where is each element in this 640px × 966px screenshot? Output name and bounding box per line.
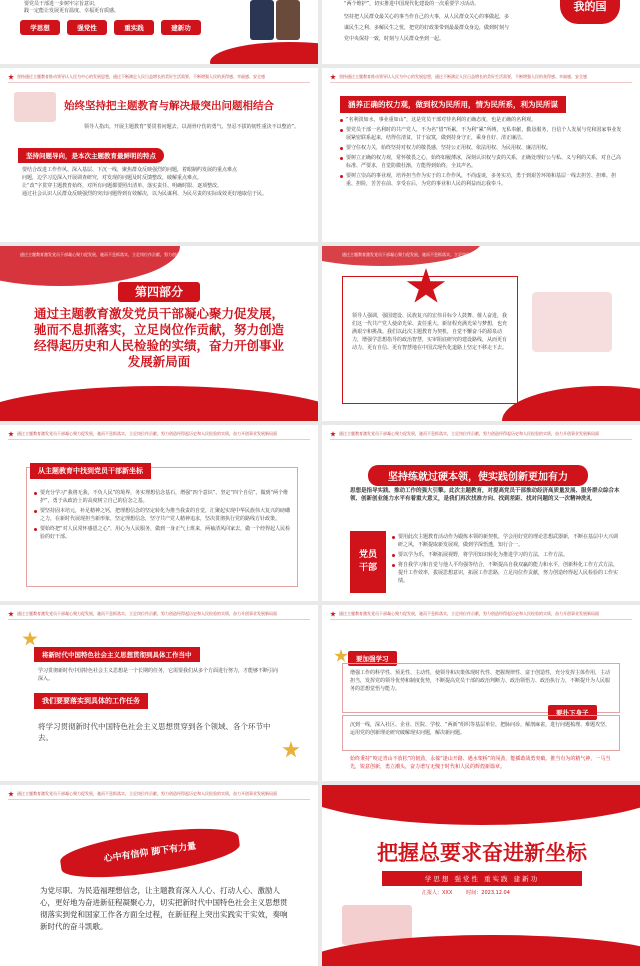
list-item: 要以学为乐，不断拓展视野，将学用知识转化为推进学习的方法，工作方法。 [392,551,622,559]
red-wave-top [322,785,640,825]
slide-9[interactable] [0,605,318,781]
slide-4-header [330,74,632,83]
cover-subtitle: 学思想 强党性 重实践 建新功 [382,871,582,886]
star-icon [8,611,14,617]
list-item: 将自我学习和自觉与他人平均强等结合，不断提高自我双赢的能力和水平，创新科化工作方式方法，提升工作效率，拔展思想意识，拓展工作思路，立足岗位作贡献，努力创造经得起人民检验的工作实绩。 [392,561,622,585]
slide-11-header [8,791,310,800]
list-item: 要用此次主题教育活动作为锻炼本领的新契机，学会用好党的理论思想武器新，不断在基层中大兴调研之风，不断提取新发展观，做到学深悟透，知行合一。 [392,533,622,549]
tiananmen-icon [14,92,56,122]
body-line: 让“改”字贯穿主题教育始终，对所有问题都要照出清单、落实责任、明确时限、逐项整改。 [22,183,223,189]
belief-banner: 心中有信仰 脚下有力量 [58,821,242,886]
slide-8[interactable] [322,425,640,601]
slide-3-quote: 领导人指出，开展主题教育“要贯着问题去，以刮骨疗伤的勇气、坚忍不拔的韧性重決不以整治”。 [84,124,300,130]
slide-3-body [22,166,302,198]
date-label: 时间：2023.12.04 [466,890,510,896]
slide-2-text-1: “两个维护”，切实推进中国现代化建设的一次重要学习活动。 [344,1,480,7]
section-text: 通过主题教育激发党员干部凝心聚力促发展，驰而不息抓落实，立足岗位作贡献，努力创造经得起历史和人民检验的实绩，奋力开创事业发展新局面 [33,306,284,369]
cadre-label-1: 党员 [358,550,377,560]
body-line: 通过社会认识人民群众反映强烈的突出问题得到有效解决，以为民谋利、为民尽责的实际成效更好地取信于民。 [22,191,268,197]
gold-star-icon [334,649,348,663]
slide-3-title: 始终坚持把主题教育与解决最突出问题相结合 [64,100,274,112]
slide-8-list [392,533,622,587]
slide-8-header-text: 通过主题教育激发党员干部凝心聚力促发展，驰而不息抓落实，立足岗位作贡献，努力创造经得起历史和人民检验的实绩，奋力开创事业发展新局面 [339,431,599,436]
body-line: 问题，边学习边深入开展调查研究，对发现的问题及时反馈整改，破解重点难点。 [22,175,203,181]
slide-9-title: 将新时代中国特色社会主义思想贯彻到具体工作当中 [34,647,200,662]
slide-8-top-text: 思想是指导实践、推动工作的强大引擎。此次主题教育，对提高党员干部推动经济高质量发展、服务群众综合本领、创新创业能力水平有着重大意义，是我们再次找准方向、找到差距、找对问题的又一次精神洗礼 [350,488,620,502]
slide-6-text: 领导人强调，强国建设、民族复兴的宏伟目标令人鼓舞、催人奋进，我们这一代共产党人使命光荣、责任重大。新征程充满光荣与梦想，也充满艰辛和挑战。我们以此次主题教育为契机，自觉不懈奋斗的源泉动力，增强学思想指导的政治智慧，实审阻底研究的建设路线，从而更有动力、更有自信、更有智慧地在中国式现代化道路上坚定不移走下去。 [352,313,508,351]
slide-5-header [20,252,310,261]
slide-4-title: 涵养正确的权力观，做到权为民所用，情为民所系，利为民所谋 [340,96,566,113]
section-heading: 第四部分 [118,282,200,302]
slide-6[interactable] [322,246,640,421]
slide-2[interactable] [322,0,640,64]
slide-10-header-text: 通过主题教育激发党员干部凝心聚力促发展，驰而不息抓落实，立足岗位作贡献，努力创造经得起历史和人民检验的实绩，奋力开创事业发展新局面 [339,611,599,616]
slide-3[interactable] [0,68,318,242]
slide-7[interactable] [0,425,318,601]
red-wave-bottom [0,386,318,421]
slide-6-header [342,252,632,261]
slide-9-text-1: 学习贯彻新时代中国特色社会主义思想是一个长期的任务，它需要我们从多个方面进行努力，才能够不断引向深入。 [38,668,279,682]
great-wall-image [532,292,612,352]
slide-11[interactable] [0,785,318,966]
slide-10-header [330,611,632,620]
slide-3-header [8,74,310,83]
list-item: 要始终把“对人民常怀感恩之心”，用心为人民服务，做到一身正气上班来，两袖清风回家去，做一个经得起人民检验的好干部。 [34,525,292,541]
star-icon [8,431,14,437]
slide-4-list [340,116,625,190]
slide-11-text: 为党尽职、为民造福理想信念，让主题教育深入人心、打动人心、激励人心，更好地为奋进新征程凝聚心力，切实把新时代中国特色社会主义思想贯彻落实到党和国家工作各方面全过程，在新征程上突出实践实干实效，奏响新时代的奋斗凯歌。 [40,886,288,931]
slide-6-header-text: 通过主题教育激发党员干部凝心聚力促发展，驰而不息抓落实，立足岗位作贡献，努力创造经得起历史和人民检验的实绩，奋力开创事业发展新局面 [342,252,602,257]
tag-party: 强党性 [67,20,107,35]
slide-7-header [8,431,310,440]
cadre-label-2: 干部 [358,563,377,573]
list-item: 要坚持固本培元，补足精神之钙，把理想信念的坚定转化为推当我责的自觉，汇聚起实现中华民族伟大复兴的磅礴之力，在新时代展现担当新形象，坚定理想信念，坚守共产党人精神追求，坚决贯彻执行党的路线方针政策。 [34,507,292,523]
body-line: 要结合改进工作作风、深入基层、下沉一线，聚焦群众反映强烈的问题，着眼制约发展的重点难点 [22,167,238,173]
slide-1-text-2: 践一定能让发展更有温度、幸福更有质感。 [24,8,120,14]
slide-1[interactable] [0,0,318,64]
slide-3-header-text: 坚持通过主题教育推动领导认人民为中心的发展思想，通过不断满足人民日益增长的美好生活需要，不断增强人民的获得感、幸福感、安全感 [17,74,265,79]
slide-10-text-2: 沉到一线，深入社区、企业、医院、学校、“两新”组织等基层单位，把脉问诊，解剖麻雀，进行问题梳理、难题攻坚，运用党的创新理论研究破解现实问题，解决新问题。 [350,722,611,736]
tag-learn: 学思想 [20,20,60,35]
slide-1-text-1: 要党员干部进一步树牢宗旨意识， [24,1,100,7]
slide-1-tags [20,20,201,35]
slide-7-list [34,489,292,543]
cover-meta [422,889,510,896]
slide-10-text-1: 增强工作的科学性、预见性、主动性，使领导和决策体现时代性、把握规律性、富于创造性，充分发挥主体作用，主动担当，发挥党的领导优势和制度优势，不断提高党员干部的政治判断力、政治领悟力、政治执行力，不断提升为人民服务的思想觉悟与能力。 [350,670,611,692]
star-icon [8,791,14,797]
star-icon [330,74,336,80]
slide-10-text-3: 始终秉持“咬定青山不放松”的韧劲，永葆“逢山开路、遇水架桥”的闯劲，能插敢战勇突破、推当有为的精气神，一马当先，锐意创新，勇立潮头，奋力谱写无愧于时代和人民的辉煌新篇章。 [350,756,611,770]
red-wave-bottom [502,386,640,421]
slide-11-header-text: 通过主题教育激发党员干部凝心聚力促发展，驰而不息抓落实，立足岗位作贡献，努力创造经得起历史和人民检验的实绩，奋力开创事业发展新局面 [17,791,277,796]
list-item: 要充分学习“我将无我，不负人民”的境界，务实理想信念基石，增强“四个意识”、坚定“四个自信”、做到“两个维护”，勇于从政治上的高度树立自己的信念之基。 [34,489,292,505]
list-item: 要树立正确的权力观，常怀敬畏之心，始终如履薄冰，深刻认识权与责的关系，正确处理好公与私、义与利的关系，对自己高标准、严要求，自觉防微杜渐，方能得到始终，全其声名。 [340,154,625,170]
slide-9-header [8,611,310,620]
slide-9-header-text: 通过主题教育激发党员干部凝心聚力促发展，驰而不息抓落实，立足岗位作贡献，努力创造经得起历史和人民检验的实绩，奋力开创事业发展新局面 [17,611,277,616]
slide-12[interactable] [322,785,640,966]
person-figure-2 [276,0,300,40]
slide-8-title: 坚持练就过硬本领，使实践创新更加有力 [368,465,588,486]
tag-practice: 重实践 [114,20,154,35]
slide-10-pill-1: 要加强学习 [348,651,397,666]
slide-7-header-text: 通过主题教育激发党员干部凝心聚力促发展，驰而不息抓落实，立足岗位作贡献，努力创造经得起历史和人民检验的实绩，奋力开创事业发展新局面 [17,431,277,436]
red-wave-decoration [210,42,318,64]
badge-my-country: 我的国 [560,0,620,24]
slide-4[interactable] [322,68,640,242]
slide-7-title: 从主题教育中找到党员干部新坐标 [30,463,151,479]
slide-8-header [330,431,632,440]
cadre-label [350,531,386,593]
slide-9-text-2: 将学习贯彻新时代中国特色社会主义思想贯穿到各个领域、各个环节中去。 [38,722,271,742]
slide-9-pill: 我们要要落实到具体的工作任务 [34,693,148,709]
star-icon [330,431,336,437]
slide-4-header-text: 坚持通过主题教育推动领导认人民为中心的发展思想，通过不断满足人民日益增长的美好生活需要，不断增强人民的获得感、幸福感、安全感 [339,74,587,79]
cover-title: 把握总要求奋进新坐标 [377,840,587,865]
gold-star-icon [22,631,38,647]
slide-10-pill-2: 要扑下身子 [548,705,597,720]
slide-2-text-3: 谋民生之利、多解民生之忧，把党的好政策带到最最群众身边，做到时刻与 [344,25,510,31]
list-item: 要树立崇高的事业观，培养担当作为实于的工作作风，不尚虚谈，多务实功，勇于到艰苦环境和基层一线去担苦、担难、担重、担险，苦苦在前、享受在后，为党的事业和人民的利益而忘我奉斗。 [340,172,625,188]
slide-5-header-text: 通过主题教育激发党员干部凝心聚力促发展，驰而不息抓落实，立足岗位作贡献，努力创造经得起历史和人民检验的实绩，奋力开创事业发展新局面 [20,252,280,257]
list-item: 要党员干部一名利时的共产党人，不为名“惜”所累，不为利“累”所缚，无私奉献，勤恳服务，自信个人发展与党和国家事业发展紧密联系起来，结得住清贫，甘于寂寞，做到持身守正，乘身自好、清正廉洁。 [340,126,625,142]
list-item: 要守住权力关，始终坚持对权力的敬畏感，坚持公正用权、依法用权、为民用权、廉洁用权。 [340,144,625,152]
tag-merit: 建新功 [161,20,201,35]
gold-star-icon [282,741,300,759]
star-icon [330,611,336,617]
slide-2-text-2: 坚持把人民群众最关心的事当作自己的大事，从人民群众关心的事做起，多 [344,14,510,20]
slide-5[interactable] [0,246,318,421]
reporter-label: 汇报人：XXX [422,890,453,896]
slide-2-text-4: 党中央保持一致，时刻与人民群众坐到一起。 [344,36,445,42]
person-figure-1 [250,0,274,40]
list-item: “名利淡如水，事业重如山”，这是党员干部对待名利的正确态度，也是正确的名利观。 [340,116,625,124]
slide-10[interactable] [322,605,640,781]
slide-3-pill: 坚持问题导向，是本次主题教育最鲜明的特点 [18,148,164,163]
star-icon [8,74,14,80]
